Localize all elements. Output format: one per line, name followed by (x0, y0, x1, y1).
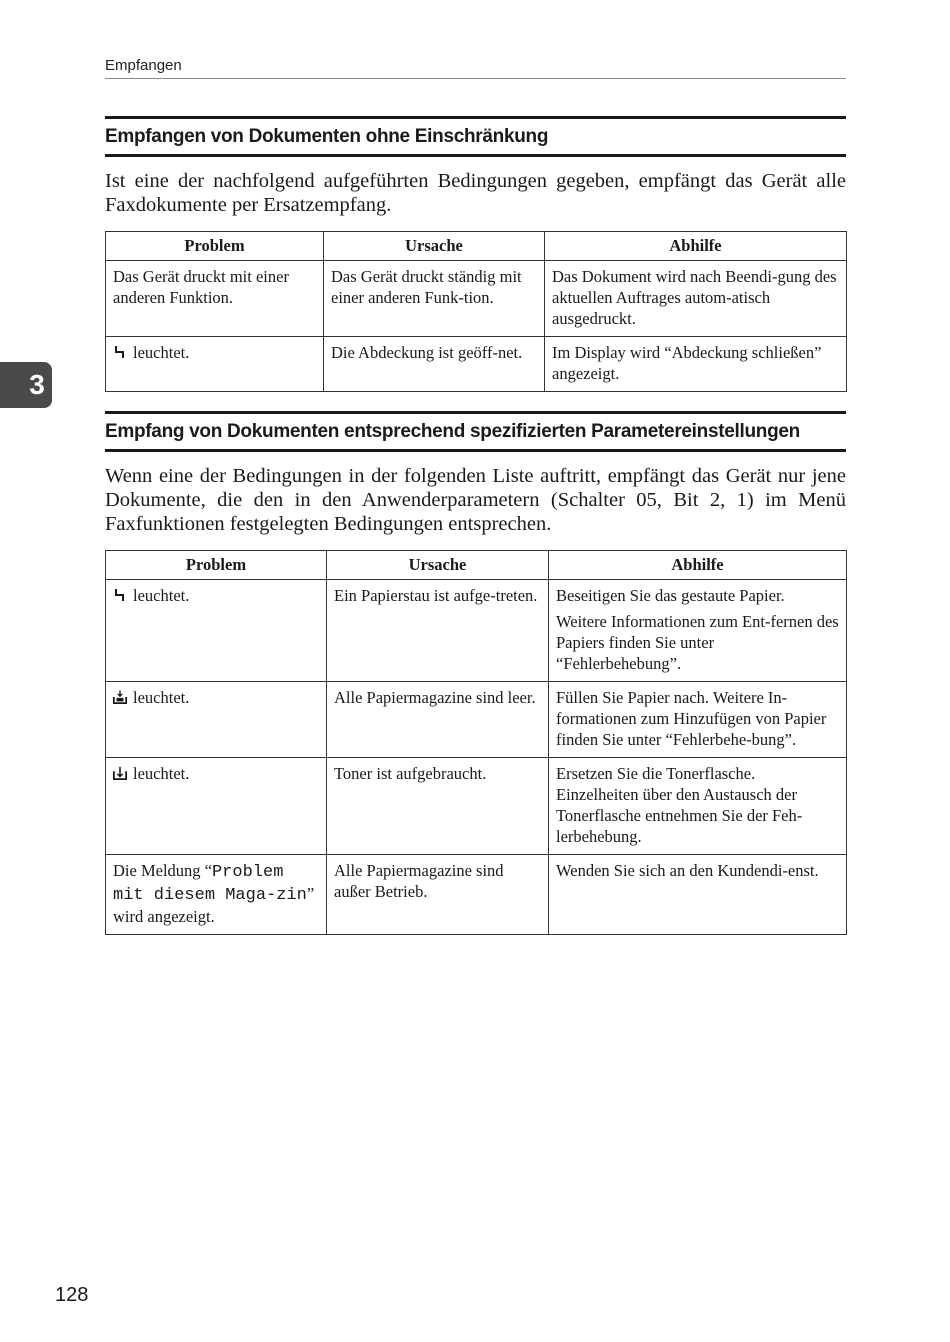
cause-cell: Das Gerät druckt ständig mit einer anderen Funk-tion. (324, 261, 545, 337)
header-remedy: Abhilfe (545, 232, 847, 261)
table-header-row (106, 232, 847, 261)
add-toner-icon (113, 766, 127, 780)
remedy-cell: Wenden Sie sich an den Kundendi-enst. (549, 855, 847, 935)
display-message: Problem mit diesem Maga-zin (113, 863, 307, 905)
header-remedy: Abhilfe (549, 551, 847, 580)
problem-text: leuchtet. (133, 343, 190, 362)
add-paper-icon (113, 690, 127, 704)
remedy-cell: Im Display wird “Abdeckung schließen” angezeigt. (545, 337, 847, 392)
section-unrestricted-reception (105, 116, 846, 392)
running-head: Empfangen (105, 57, 182, 74)
cause-cell: Alle Papiermagazine sind leer. (327, 682, 549, 758)
paper-path-icon (113, 345, 127, 359)
paper-path-icon (113, 588, 127, 602)
cause-cell: Toner ist aufgebraucht. (327, 758, 549, 855)
remedy-text: Beseitigen Sie das gestaute Papier. (556, 586, 785, 605)
cause-cell: Ein Papierstau ist aufge-treten. (327, 580, 549, 682)
table-row (106, 855, 847, 935)
table-row (106, 758, 847, 855)
problem-cell (106, 580, 327, 682)
remedy-cell: Das Dokument wird nach Beendi-gung des aktuellen Auftrages autom-atisch ausgedruckt. (545, 261, 847, 337)
problem-cell (106, 758, 327, 855)
chapter-tab-number: 3 (29, 369, 45, 400)
section-title: Empfangen von Dokumenten ohne Einschränkung (105, 116, 846, 157)
section-parameter-reception (105, 411, 846, 935)
problem-cell: Das Gerät druckt mit einer anderen Funktion. (106, 261, 324, 337)
cause-cell: Alle Papiermagazine sind außer Betrieb. (327, 855, 549, 935)
chapter-tab (22, 362, 52, 408)
remedy-note: Weitere Informationen zum Ent-fernen des Papiers finden Sie unter “Fehlerbehebung”. (556, 612, 839, 673)
remedy-cell: Ersetzen Sie die Tonerflasche. Einzelheiten über den Austausch der Tonerflasche entnehmen Sie der Feh-lerbehebung. (549, 758, 847, 855)
header-cause: Ursache (327, 551, 549, 580)
cause-cell: Die Abdeckung ist geöff-net. (324, 337, 545, 392)
table-header-row (106, 551, 847, 580)
problem-table (105, 231, 847, 392)
problem-text: leuchtet. (133, 764, 190, 783)
section-intro: Wenn eine der Bedingungen in der folgenden Liste auftritt, empfängt das Gerät nur jene Dokumente, die den in den Anwenderparametern (Schalter 05, Bit 2, 1) im Menü Faxfunktionen festgelegten Bedingungen entsprechen. (105, 465, 846, 535)
problem-cell (106, 855, 327, 935)
table-row (106, 580, 847, 682)
header-cause: Ursache (324, 232, 545, 261)
problem-prefix: Die Meldung “ (113, 861, 212, 880)
table-row (106, 261, 847, 337)
problem-table (105, 550, 847, 935)
remedy-cell: Füllen Sie Papier nach. Weitere In-formationen zum Hinzufügen von Papier finden Sie unter “Fehlerbehe-bung”. (549, 682, 847, 758)
table-row (106, 682, 847, 758)
section-title: Empfang von Dokumenten entsprechend spezifizierten Parametereinstellungen (105, 411, 846, 452)
header-problem: Problem (106, 232, 324, 261)
chapter-tab-edge (0, 362, 22, 408)
problem-text: leuchtet. (133, 688, 190, 707)
problem-cell (106, 337, 324, 392)
problem-suffix: ” wird angezeigt. (113, 884, 315, 926)
page-number: 128 (55, 1284, 89, 1306)
problem-cell (106, 682, 327, 758)
section-intro: Ist eine der nachfolgend aufgeführten Bedingungen gegeben, empfängt das Gerät alle Faxdokumente per Ersatzempfang. (105, 170, 846, 216)
header-problem: Problem (106, 551, 327, 580)
header-rule (105, 78, 846, 79)
table-row (106, 337, 847, 392)
problem-text: leuchtet. (133, 586, 190, 605)
remedy-cell (549, 580, 847, 682)
